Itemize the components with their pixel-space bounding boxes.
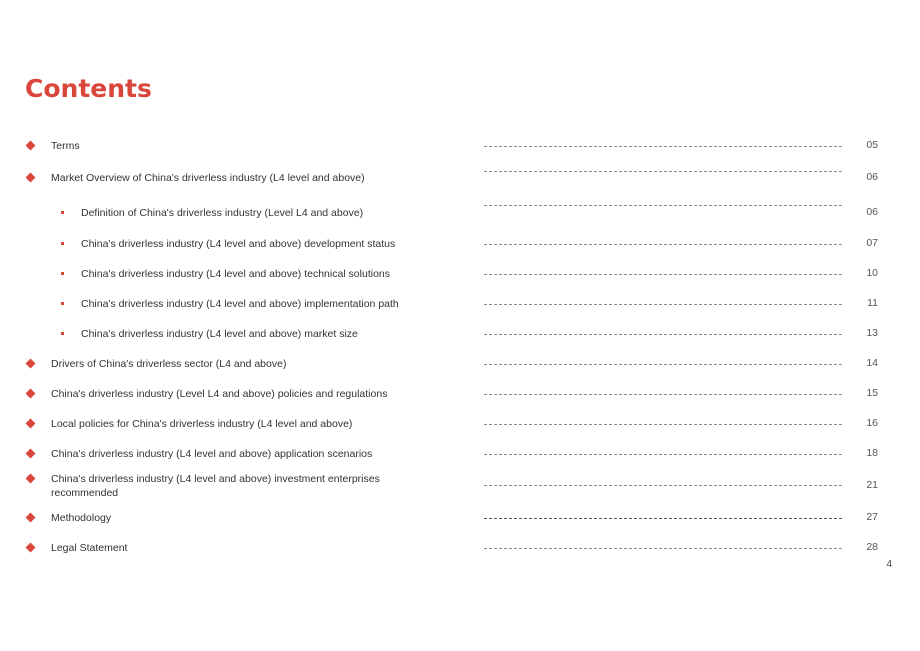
toc-subentry-label[interactable]: China's driverless industry (L4 level and above) technical solutions [81, 268, 390, 280]
toc-subentry-label[interactable]: China's driverless industry (L4 level and above) implementation path [81, 298, 399, 310]
diamond-bullet-icon [26, 449, 36, 459]
toc-page-number[interactable]: 06 [866, 206, 878, 218]
toc-page-number[interactable]: 06 [866, 171, 878, 183]
dotted-leader [484, 205, 842, 206]
page-title: Contents [25, 74, 152, 103]
toc-page-number[interactable]: 07 [866, 237, 878, 249]
toc-page-number[interactable]: 10 [866, 267, 878, 279]
toc-page-number[interactable]: 21 [866, 479, 878, 491]
diamond-bullet-icon [26, 359, 36, 369]
dotted-leader [484, 334, 842, 335]
toc-page-number[interactable]: 14 [866, 357, 878, 369]
toc-entry-label[interactable]: China's driverless industry (Level L4 and above) policies and regulations [51, 388, 388, 400]
square-bullet-icon [61, 242, 64, 245]
toc-subentry-label[interactable]: Definition of China's driverless industry (Level L4 and above) [81, 207, 364, 219]
square-bullet-icon [61, 211, 64, 214]
toc-page-number[interactable]: 13 [866, 327, 878, 339]
toc-page-number[interactable]: 05 [866, 139, 878, 151]
toc-page-number[interactable]: 15 [866, 387, 878, 399]
toc-entry-label[interactable]: China's driverless industry (L4 level and above) investment enterprises recommended [51, 473, 380, 499]
toc-entry-label[interactable]: Market Overview of China's driverless industry (L4 level and above) [51, 172, 365, 184]
slide-page-number: 4 [886, 559, 892, 570]
dotted-leader [484, 274, 842, 275]
dotted-leader [484, 171, 842, 172]
toc-entry-label[interactable]: Methodology [51, 512, 112, 524]
toc-page-number[interactable]: 16 [866, 417, 878, 429]
toc-entry-label[interactable]: Legal Statement [51, 542, 128, 554]
dotted-leader [484, 454, 842, 455]
toc-subentry-label[interactable]: China's driverless industry (L4 level and above) market size [81, 328, 358, 340]
toc-entry-label[interactable]: Drivers of China's driverless sector (L4 and above) [51, 358, 287, 370]
square-bullet-icon [61, 332, 64, 335]
dotted-leader [484, 244, 842, 245]
diamond-bullet-icon [26, 141, 36, 151]
toc-page-number[interactable]: 28 [866, 541, 878, 553]
dotted-leader [484, 424, 842, 425]
diamond-bullet-icon [26, 389, 36, 399]
dotted-leader [484, 394, 842, 395]
toc-entry-label[interactable]: Local policies for China's driverless industry (L4 level and above) [51, 418, 353, 430]
dotted-leader [484, 364, 842, 365]
toc-entry-label[interactable]: China's driverless industry (L4 level and above) application scenarios [51, 448, 373, 460]
diamond-bullet-icon [26, 513, 36, 523]
dotted-leader [484, 146, 842, 147]
toc-page-number[interactable]: 11 [867, 297, 878, 309]
toc-entry-label[interactable]: Terms [51, 140, 80, 152]
square-bullet-icon [61, 272, 64, 275]
dotted-leader [484, 485, 842, 486]
diamond-bullet-icon [26, 173, 36, 183]
toc-page-number[interactable]: 18 [866, 447, 878, 459]
toc-subentry-label[interactable]: China's driverless industry (L4 level and above) development status [81, 238, 396, 250]
dotted-leader [484, 304, 842, 305]
diamond-bullet-icon [26, 543, 36, 553]
dotted-leader [484, 548, 842, 549]
dotted-leader [484, 518, 842, 519]
toc-page-number[interactable]: 27 [866, 511, 878, 523]
diamond-bullet-icon [26, 419, 36, 429]
diamond-bullet-icon [26, 474, 36, 484]
square-bullet-icon [61, 302, 64, 305]
